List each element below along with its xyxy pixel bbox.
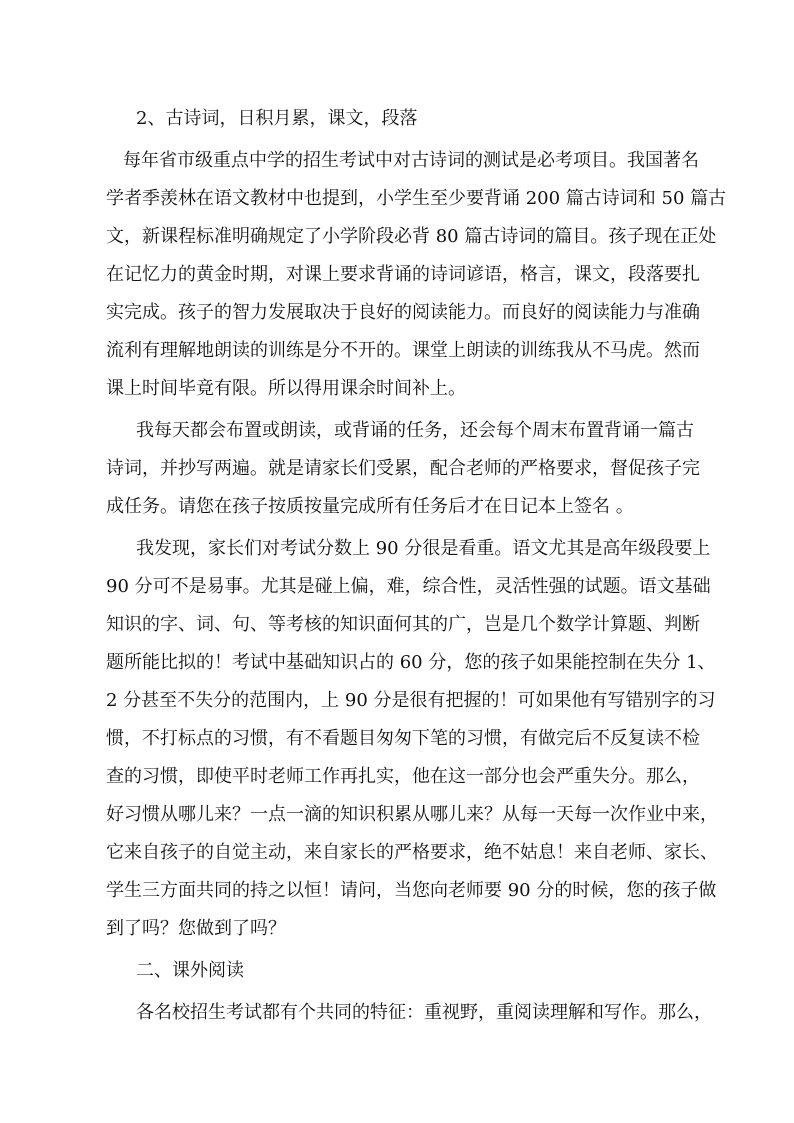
paragraph-line: 诗词，并抄写两遍。就是请家长们受累，配合老师的严格要求，督促孩子完 — [106, 458, 700, 479]
paragraph-line: 2 分甚至不失分的范围内，上 90 分是很有把握的！可如果他有写错别字的习 — [106, 690, 716, 711]
paragraph-line: 查的习惯，即使平时老师工作再扎实，他在这一部分也会严重失分。那么， — [106, 766, 700, 787]
paragraph-line: 它来自孩子的自觉主动，来自家长的严格要求，绝不姑息！来自老师、家长、 — [106, 842, 718, 863]
paragraph-line: 流利有理解地朗读的训练是分不开的。课堂上朗读的训练我从不马虎。然而 — [106, 340, 700, 361]
paragraph-line: 90 分可不是易事。尤其是碰上偏，难，综合性，灵活性强的试题。语文基础 — [106, 576, 711, 597]
paragraph-line: 我发现，家长们对考试分数上 90 分很是看重。语文尤其是高年级段要上 — [136, 538, 711, 559]
paragraph-line: 在记忆力的黄金时期，对课上要求背诵的诗词谚语，格言，课文，段落要扎 — [106, 264, 700, 285]
paragraph-line: 惯，不打标点的习惯，有不看题目匆匆下笔的习惯，有做完后不反复读不检 — [106, 728, 700, 749]
paragraph-line: 成任务。请您在孩子按质按量完成所有任务后才在日记本上签名 。 — [106, 496, 634, 517]
paragraph-line: 每年省市级重点中学的招生考试中对古诗词的测试是必考项目。我国著名 — [123, 150, 699, 171]
paragraph-line: 知识的字、词、句、等考核的知识面何其的广，岂是几个数学计算题、判断 — [106, 614, 700, 635]
paragraph-line: 好习惯从哪儿来？一点一滴的知识积累从哪儿来？从每一天每一次作业中来， — [106, 804, 718, 825]
paragraph-line: 我每天都会布置或朗读，或背诵的任务，还会每个周末布置背诵一篇古 — [136, 420, 694, 441]
paragraph-line: 学生三方面共同的持之以恒！请问，当您向老师要 90 分的时候，您的孩子做 — [106, 880, 717, 901]
paragraph-line: 实完成。孩子的智力发展取决于良好的阅读能力。而良好的阅读能力与准确 — [106, 302, 700, 323]
paragraph-line: 题所能比拟的！考试中基础知识占的 60 分，您的孩子如果能控制在失分 1、 — [106, 652, 716, 673]
paragraph-line: 各名校招生考试都有个共同的特征：重视野，重阅读理解和写作。那么， — [136, 1002, 712, 1023]
paragraph-line: 到了吗？您做到了吗？ — [106, 918, 286, 939]
section-heading-ancient-poetry: 2、古诗词，日积月累，课文，段落 — [136, 108, 418, 129]
paragraph-line: 文，新课程标准明确规定了小学阶段必背 80 篇古诗词的篇目。孩子现在正处 — [106, 226, 717, 247]
paragraph-line: 课上时间毕竟有限。所以得用课余时间补上。 — [106, 378, 466, 399]
paragraph-line: 学者季羡林在语文教材中也提到，小学生至少要背诵 200 篇古诗词和 50 篇古 — [106, 188, 727, 209]
section-heading-extracurricular-reading: 二、课外阅读 — [136, 960, 244, 981]
